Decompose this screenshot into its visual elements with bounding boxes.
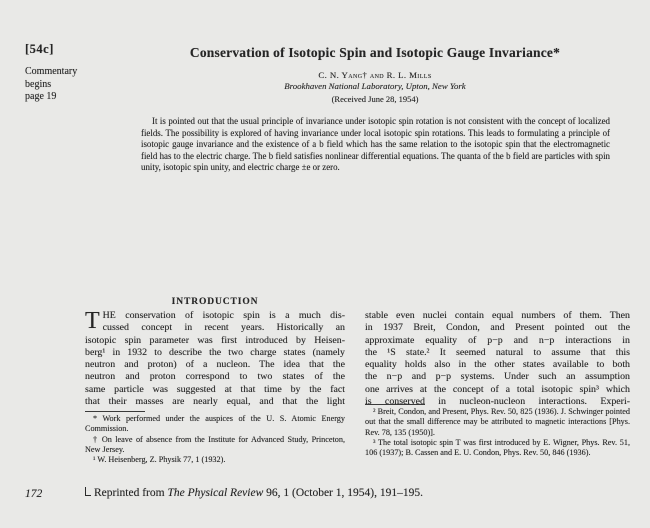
commentary-note	[25, 66, 77, 104]
authors-line: C. N. Yang† and R. L. Mills	[318, 70, 432, 80]
text-line: is conserved in nucleon-nucleon interactions. Experi-	[365, 396, 630, 408]
left-column-text	[85, 310, 345, 408]
paper-header	[100, 45, 650, 104]
footnote-list-right	[365, 407, 630, 458]
reprint-note-journal: The Physical Review	[167, 487, 264, 499]
footnote-separator-rule	[85, 411, 145, 412]
left-column	[85, 310, 345, 408]
text-line: same particle was suggested at that time by the fact	[85, 383, 345, 395]
text-line: page 19	[25, 91, 57, 102]
text-line: equality holds also in the other states available to both	[365, 359, 630, 371]
text-line: approximate equality of p−p and n−p interactions in	[365, 334, 630, 346]
right-column	[365, 310, 630, 408]
dropcap-letter: T	[85, 308, 100, 334]
text-line: ² Breit, Condon, and Present, Phys. Rev. 50, 825 (1936). J. Schwinger pointed out that the small difference may be attributed to magnetic interactions [Phys. Rev. 78, 135 (1950)].	[365, 407, 630, 437]
text-line: berg¹ in 1932 to describe the two charge states (namely	[85, 346, 345, 358]
text-line: begins	[25, 78, 52, 90]
abstract-text: It is pointed out that the usual principle of invariance under isotopic spin rotation is not consistent with the concept of localized fields. The possibility is explored of having invariance under local isotopic spin rotations. This leads to formulating a principle of isotopic gauge invariance and the existence of a b field which has the same relation to the isotopic spin that the electromagnetic field has to the electric charge. The b field satisfies nonlinear differential equations. The quanta of the b field are particles with spin unity, isotopic spin unity, and electric charge ±e or zero.	[141, 116, 610, 172]
text-line: ³ The total isotopic spin T was first introduced by E. Wigner, Phys. Rev. 51, 106 (1937); B. Cassen and E. U. Condon, Phys. Rev. 50, 846 (1936).	[365, 437, 630, 458]
right-column-text	[365, 310, 630, 408]
text-line: cussed concept in recent years. Historically an	[102, 322, 345, 334]
section-heading-introduction: INTRODUCTION	[171, 297, 259, 307]
text-line: in 1937 Breit, Condon, and Present pointed out the	[365, 322, 630, 334]
footnote-separator-rule	[365, 404, 425, 405]
reprint-note	[85, 487, 423, 499]
text-line: ¹ W. Heisenberg, Z. Physik 77, 1 (1932).	[93, 455, 226, 465]
page-number: 172	[25, 488, 43, 500]
text-line: neutron and proton) of a nucleon. The idea that the	[85, 359, 345, 371]
received-date: (Received June 28, 1954)	[331, 94, 419, 104]
text-line: that their masses are nearly equal, and that the light	[85, 396, 345, 408]
text-line: * Work performed under the auspices of the U. S. Atomic Energy Commission.	[85, 414, 345, 434]
text-line: stable even nuclei contain equal numbers of them. Then	[365, 310, 630, 321]
paper-title: Conservation of Isotopic Spin and Isotopic Gauge Invariance*	[189, 45, 561, 60]
text-line: the ¹S state.² It seemed natural to assume that this	[365, 346, 630, 358]
text-line: HE conservation of isotopic spin is a much dis-	[102, 310, 345, 321]
footnotes-left	[85, 411, 345, 465]
text-line: † On leave of absence from the Institute for Advanced Study, Princeton, New Jersey.	[85, 434, 345, 454]
text-line: Commentary	[25, 66, 78, 77]
corner-bracket-icon	[85, 487, 91, 496]
reprint-note-prefix: Reprinted from	[94, 487, 168, 499]
text-line: the n−p and p−p systems. Under such an assumption	[365, 371, 630, 383]
footnote-list-left	[85, 414, 345, 465]
text-line: neutron and proton correspond to two states of the	[85, 371, 345, 383]
text-line: isotopic spin parameter was first introduced by Heisen-	[85, 334, 345, 346]
footnotes-right	[365, 404, 630, 458]
reprint-note-suffix: 96, 1 (October 1, 1954), 191–195.	[263, 487, 423, 499]
text-line: one arrives at the concept of a total isotopic spin³ which	[365, 383, 630, 395]
affiliation-line: Brookhaven National Laboratory, Upton, New York	[284, 81, 466, 91]
reprint-reference-number: [54c]	[25, 42, 54, 56]
margin-note	[25, 42, 77, 104]
